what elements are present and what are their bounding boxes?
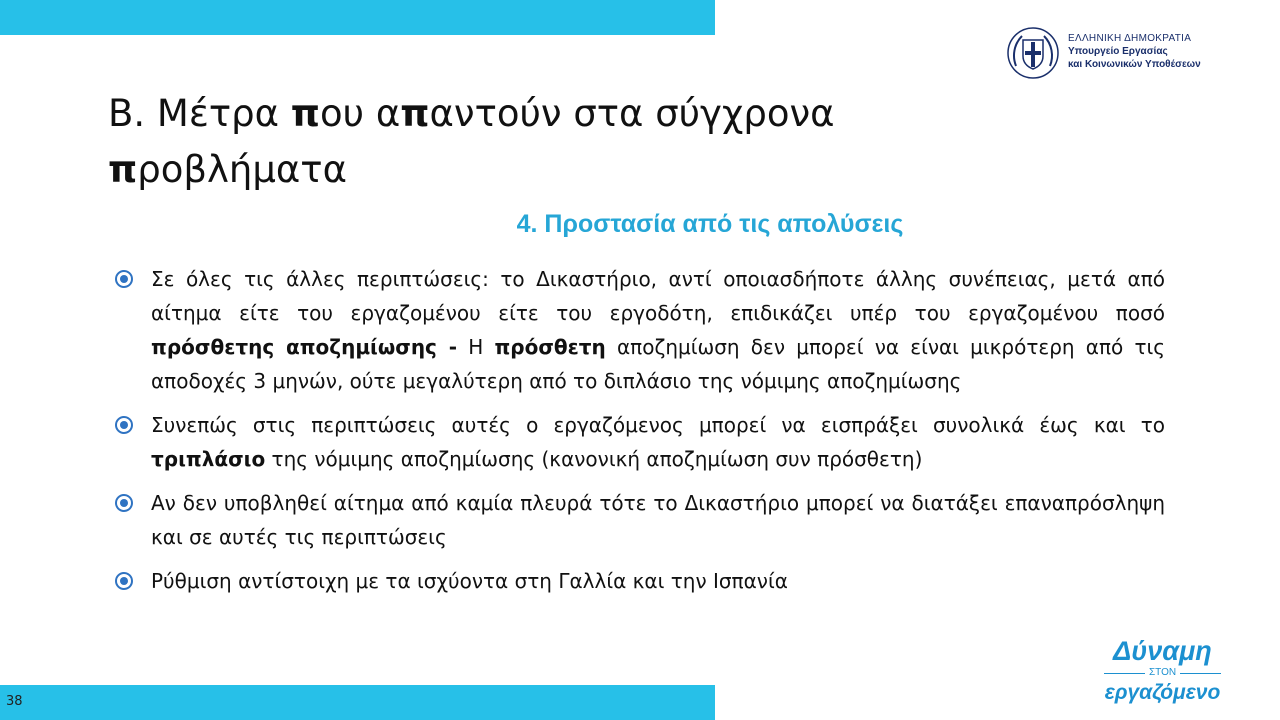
list-item: Αν δεν υποβληθεί αίτημα από καμία πλευρά τότε το Δικαστήριο μπορεί να διατάξει επαναπρόσληψη και σε αυτές τις περιπτώσεις <box>115 486 1165 554</box>
campaign-logo-line3: εργαζόμενο <box>1104 681 1221 704</box>
org-name: ΕΛΛΗΝΙΚΗ ΔΗΜΟΚΡΑΤΙΑ <box>1068 33 1192 44</box>
page-title: Β. Μέτρα που απαντούν στα σύγχρονα προβλήματα <box>108 92 835 191</box>
bullet-icon <box>115 572 133 590</box>
bullet-icon <box>115 416 133 434</box>
bullet-icon <box>115 270 133 288</box>
bullet-icon <box>115 494 133 512</box>
campaign-logo <box>1100 636 1225 706</box>
bottom-accent-bar <box>0 685 715 720</box>
ministry-name-line1: Υπουργείο Εργασίας <box>1068 46 1168 57</box>
coat-of-arms-icon <box>1006 26 1060 80</box>
list-item: Ρύθμιση αντίστοιχη με τα ισχύοντα στη Γαλλία και την Ισπανία <box>115 564 1165 598</box>
list-item: Σε όλες τις άλλες περιπτώσεις: το Δικαστήριο, αντί οποιασδήποτε άλλης συνέπειας, μετά από αίτημα είτε του εργαζομένου είτε του εργοδότη, επιδικάζει υπέρ του εργαζομένου ποσό πρόσθετης αποζημίωσης - Η πρόσθετη αποζημίωση δεν μπορεί να είναι μικρότερη από τις αποδοχές 3 μηνών, ούτε μεγαλύτερη από το διπλάσιο της νόμιμης αποζημίωσης <box>115 262 1165 398</box>
list-item: Συνεπώς στις περιπτώσεις αυτές ο εργαζόμενος μπορεί να εισπράξει συνολικά έως και το τριπλάσιο της νόμιμης αποζημίωσης (κανονική αποζημίωση συν πρόσθετη) <box>115 408 1165 476</box>
campaign-logo-line2: ΣΤΟΝ <box>1148 667 1177 678</box>
top-accent-bar <box>0 0 715 35</box>
ministry-name-line2: και Κοινωνικών Υποθέσεων <box>1068 59 1201 70</box>
ministry-logo <box>1006 26 1201 80</box>
section-subtitle: 4. Προστασία από τις απολύσεις <box>516 210 904 238</box>
bullet-list <box>115 262 1165 608</box>
page-number: 38 <box>6 694 23 709</box>
campaign-logo-line1: Δύναμη <box>1113 636 1212 666</box>
